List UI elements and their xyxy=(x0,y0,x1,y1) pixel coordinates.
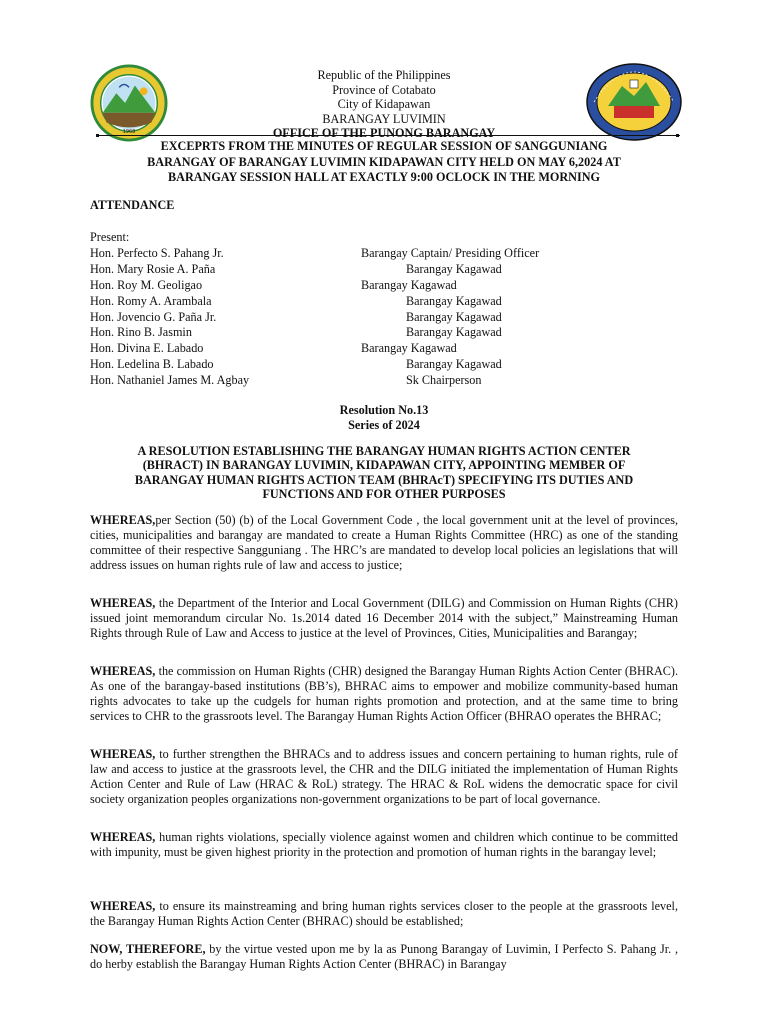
member-name: Hon. Mary Rosie A. Paña xyxy=(90,261,216,276)
resolution-number: Resolution No.13 xyxy=(339,403,429,417)
member-position: Barangay Kagawad xyxy=(406,357,502,372)
paragraph-lead: WHEREAS, xyxy=(90,747,156,761)
minutes-title-line: BARANGAY SESSION HALL AT EXACTLY 9:00 OCLOCK IN THE MORNING xyxy=(168,170,600,184)
now-therefore-paragraph xyxy=(90,942,678,972)
whereas-paragraph xyxy=(90,899,678,929)
paragraph-lead: NOW, THEREFORE, xyxy=(90,942,206,956)
letterhead-barangay: BARANGAY LUVIMIN xyxy=(322,111,446,126)
letterhead xyxy=(0,68,768,141)
paragraph-text: by the virtue vested upon me by la as Punong Barangay of Luvimin, I Perfecto S. Pahang Jr. , do herby establish the Barangay Human Rights Action Center (BHRAC) in Barangay xyxy=(90,942,679,972)
svg-text:1968: 1968 xyxy=(122,129,136,136)
paragraph-text: the commission on Human Rights (CHR) designed the Barangay Human Rights Action Center (BHRAC). As one of the barangay-based institutions (BB’s), BHRAC aims to empower and mobilize community-based human rights advocates to take up the cudgels for human rights promotion and protection, and at the same time to bring services to CHR to the grassroots level. The Barangay Human Rights Action Officer (BHRAO operates the BHRAC; xyxy=(90,664,678,724)
paragraph-lead: WHEREAS, xyxy=(90,513,156,527)
member-name: Hon. Nathaniel James M. Agbay xyxy=(90,373,250,388)
paragraph-lead: WHEREAS, xyxy=(90,664,156,678)
minutes-title-line: EXCEPRTS FROM THE MINUTES OF REGULAR SESSION OF SANGGUNIANG xyxy=(160,139,608,153)
attendance-list xyxy=(90,246,690,389)
member-name: Hon. Perfecto S. Pahang Jr. xyxy=(90,246,224,260)
resolution-title xyxy=(0,444,768,502)
resolution-title-line: BARANGAY HUMAN RIGHTS ACTION TEAM (BHRAcT) SPECIFYING ITS DUTIES AND xyxy=(134,472,634,487)
member-name: Hon. Roy M. Geoligao xyxy=(90,277,203,292)
resolution-series: Series of 2024 xyxy=(348,417,420,432)
minutes-title-line: BARANGAY OF BARANGAY LUVIMIN KIDAPAWAN CITY HELD ON MAY 6,2024 AT xyxy=(147,154,621,169)
paragraph-text: to ensure its mainstreaming and bring human rights services closer to the people at the grassroots level, the Barangay Human Rights Action Center (BHRAC) should be established; xyxy=(90,899,678,929)
attendance-row xyxy=(90,310,690,326)
divider-dot-right xyxy=(676,134,679,137)
paragraph-text: human rights violations, specially violence against women and children which continue to be committed with impunity, must be given highest priority in the protection and promotion of human rights in the barangay level; xyxy=(90,830,678,860)
resolution-number-block xyxy=(0,403,768,432)
member-name: Hon. Divina E. Labado xyxy=(90,341,204,356)
member-name: Hon. Ledelina B. Labado xyxy=(90,357,214,372)
paragraph-text: to further strengthen the BHRACs and to address issues and concern pertaining to human rights, rule of law and access to justice at the grassroots level, the CHR and the DILG initiated the implementation of Human Rights Action Center and Rule of Law (HRAC & RoL) strategy. The HRAC & RoL widens the democratic space for civil society organization peoples organizations non-government organizations to be part of local governance. xyxy=(90,747,678,807)
attendance-row xyxy=(90,357,690,373)
whereas-paragraph xyxy=(90,747,678,807)
whereas-paragraph xyxy=(90,830,678,860)
paragraph-lead: WHEREAS, xyxy=(90,830,156,844)
paragraph-lead: WHEREAS, xyxy=(90,899,156,913)
letterhead-office: OFFICE OF THE PUNONG BARANGAY xyxy=(272,126,496,140)
attendance-row xyxy=(90,294,690,310)
attendance-row xyxy=(90,373,690,389)
member-position: Sk Chairperson xyxy=(406,373,482,388)
attendance-row xyxy=(90,325,690,341)
member-position: Barangay Captain/ Presiding Officer xyxy=(361,246,540,260)
paragraph-text: per Section (50) (b) of the Local Government Code , the local government unit at the level of provinces, cities, municipalities and barangay are mandated to create a Human Rights Committee (HRC) as one of the standing committee of their respective Sangguniang . The HRC’s are mandated to develop local policies an legislations that will address issues on human rights rule of law and access to justice; xyxy=(90,513,678,573)
member-position: Barangay Kagawad xyxy=(406,261,502,276)
whereas-paragraph xyxy=(90,596,678,641)
member-position: Barangay Kagawad xyxy=(406,325,502,340)
present-label: Present: xyxy=(90,230,130,244)
member-name: Hon. Rino B. Jasmin xyxy=(90,325,192,340)
paragraph-text: the Department of the Interior and Local Government (DILG) and Commission on Human Rights (CHR) issued joint memorandum circular No. 1s.2014 dated 16 December 2014 with the subject,” Mainstreaming Human Rights through Rule of Law and Access to justice at the level of Provinces, Cities, Municipalities and Barangay; xyxy=(90,596,678,641)
resolution-title-line: A RESOLUTION ESTABLISHING THE BARANGAY HUMAN RIGHTS ACTION CENTER xyxy=(137,444,631,458)
minutes-title xyxy=(0,139,768,186)
resolution-title-line: (BHRACT) IN BARANGAY LUVIMIN, KIDAPAWAN CITY, APPOINTING MEMBER OF xyxy=(142,458,626,473)
member-name: Hon. Romy A. Arambala xyxy=(90,293,212,308)
member-position: Barangay Kagawad xyxy=(406,293,502,308)
attendance-row xyxy=(90,278,690,294)
attendance-heading: ATTENDANCE xyxy=(90,198,175,212)
attendance-row xyxy=(90,262,690,278)
whereas-paragraph xyxy=(90,513,678,573)
resolution-title-line: FUNCTIONS AND FOR OTHER PURPOSES xyxy=(262,487,506,502)
letterhead-province: Province of Cotabato xyxy=(332,82,436,97)
divider-dot-left xyxy=(96,134,99,137)
member-name: Hon. Jovencio G. Paña Jr. xyxy=(90,309,217,324)
member-position: Barangay Kagawad xyxy=(361,277,457,292)
member-position: Barangay Kagawad xyxy=(406,309,502,324)
attendance-row xyxy=(90,341,690,357)
header-divider xyxy=(96,135,680,136)
attendance-row xyxy=(90,246,690,262)
letterhead-republic: Republic of the Philippines xyxy=(317,68,451,82)
paragraph-lead: WHEREAS, xyxy=(90,596,156,610)
member-position: Barangay Kagawad xyxy=(361,341,457,356)
letterhead-city: City of Kidapawan xyxy=(337,97,431,111)
whereas-paragraph xyxy=(90,664,678,724)
